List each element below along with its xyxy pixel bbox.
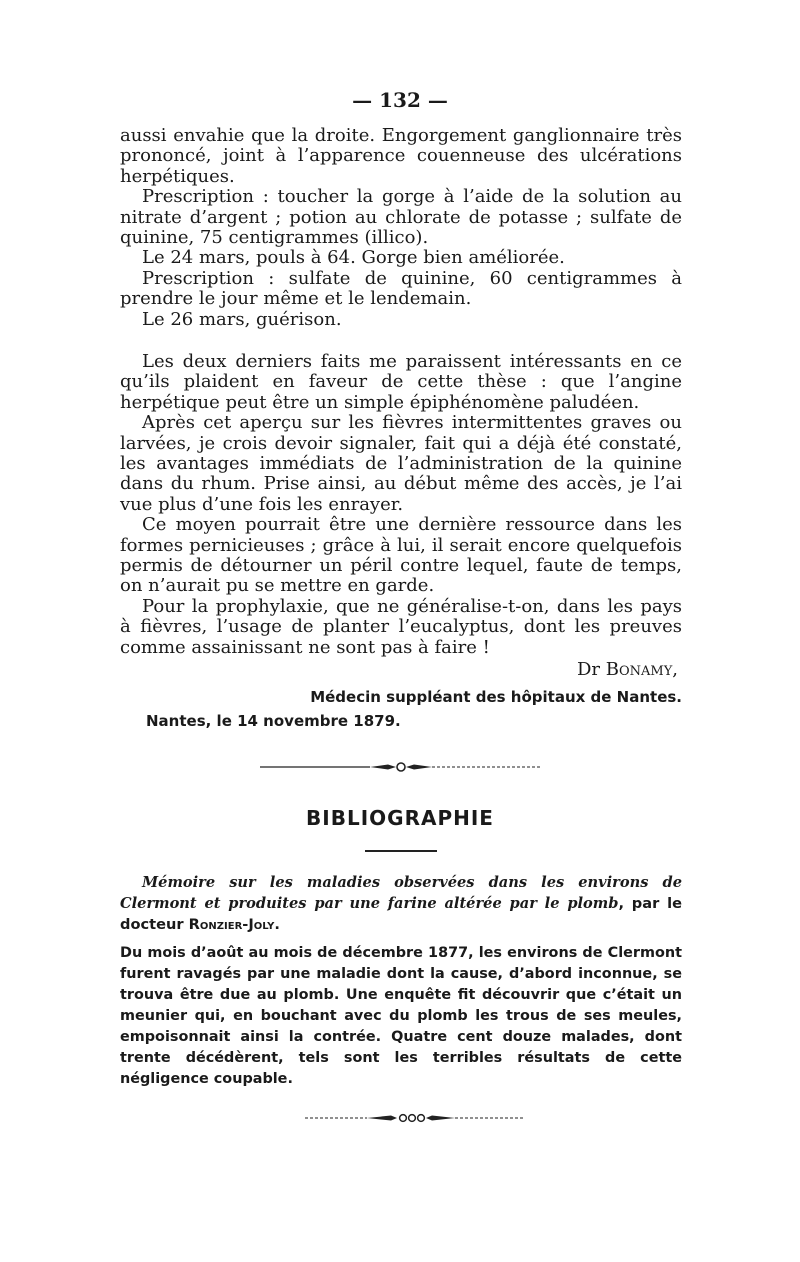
paragraph: Le 26 mars, guérison.: [142, 308, 342, 330]
paragraph: Pour la prophylaxie, que ne généralise-t-on, dans les pays à fièvres, l’usage de planter l’eucalyptus, dont les preuves comme assainissant ne sont pas à faire !: [120, 595, 682, 658]
paragraph: Prescription : sulfate de quinine, 60 centigrammes à prendre le jour même et le lendemain.: [120, 267, 682, 310]
bibliography-summary: Du mois d’août au mois de décembre 1877, les environs de Clermont furent ravagés par une maladie dont la cause, d’abord inconnue, se trouva être due au plomb. Une enquête fit découvrir que c’était un meunier qui, en bouchant avec du plomb les trous de ses meules, empoisonnait ainsi la contrée. Quatre cent douze malades, dont trente décédèrent, tels sont les terribles résultats de cette négligence coupable.: [120, 945, 682, 1087]
paragraph: Les deux derniers faits me paraissent intéressants en ce qu’ils plaident en faveur de cette thèse : que l’angine herpétique peut être un simple épiphénomène paludéen.: [120, 351, 682, 413]
bibliography-entry: [120, 872, 682, 1090]
ornamental-rule: [305, 1110, 525, 1126]
paragraph: aussi envahie que la droite. Engorgement ganglionnaire très prononcé, joint à l’apparence couenneuse des ulcérations herpétiques.: [120, 125, 682, 187]
case-notes: [120, 126, 682, 330]
work-by: , par le docteur: [120, 895, 682, 933]
section-title: BIBLIOGRAPHIE: [306, 806, 494, 830]
signature-name: [120, 660, 682, 680]
author-name: Bonamy,: [605, 659, 678, 681]
ornamental-rule: [260, 758, 540, 776]
signature-title: Médecin suppléant des hôpitaux de Nantes.: [310, 687, 682, 706]
divider: [365, 850, 437, 852]
work-title: Mémoire sur les maladies observées dans les environs de Clermont et produites par une farine altérée par le plomb: [120, 874, 682, 912]
paragraph: Ce moyen pourrait être une dernière ressource dans les formes pernicieuses ; grâce à lui, il serait encore quelquefois permis de détourner un péril contre lequel, faute de temps, on n’aurait pu se mettre en garde.: [120, 514, 682, 597]
dateline: Nantes, le 14 novembre 1879.: [146, 711, 401, 730]
paragraph: Prescription : toucher la gorge à l’aide de la solution au nitrate d’argent ; potion au chlorate de potasse ; sulfate de quinine, 75 centigrammes (illico).: [120, 186, 682, 249]
paragraph: Le 24 mars, pouls à 64. Gorge bien améliorée.: [142, 247, 565, 269]
bibliography-heading: [120, 872, 682, 935]
signature-prefix: Dr: [576, 659, 606, 681]
page-number: — 132 —: [352, 88, 448, 112]
work-author: Ronzier-Joly.: [188, 916, 280, 933]
discussion: [120, 352, 682, 731]
paragraph: Après cet aperçu sur les fièvres intermittentes graves ou larvées, je crois devoir signaler, fait qui a déjà été constaté, les avantages immédiats de l’administration de la quinine dans du rhum. Prise ainsi, au début même des accès, je l’ai vue plus d’une fois les enrayer.: [120, 412, 682, 515]
